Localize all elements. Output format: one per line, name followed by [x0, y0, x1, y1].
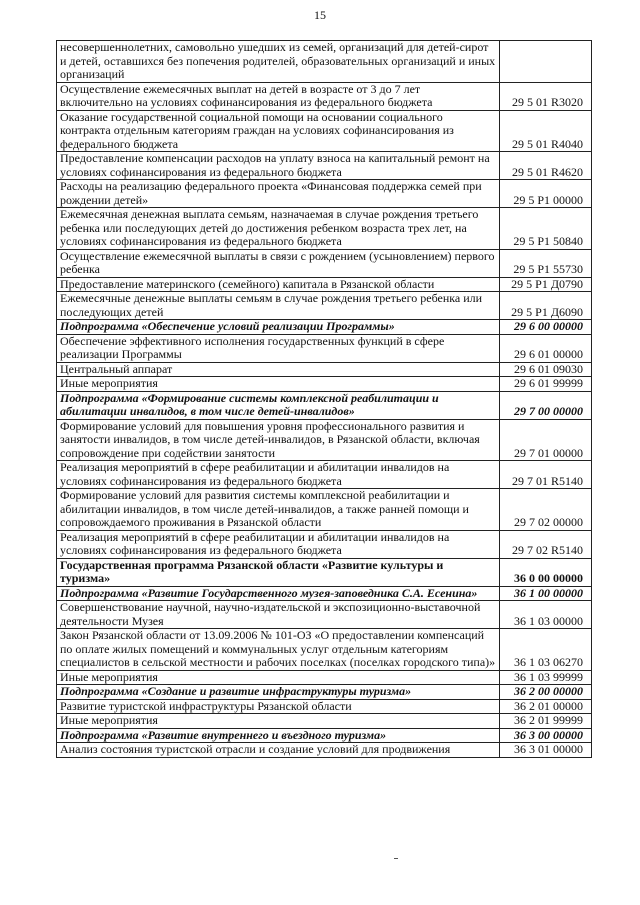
table-row [57, 419, 592, 461]
row-code-cell: 29 5 01 R4040 [500, 110, 592, 152]
scan-mark [394, 858, 398, 859]
row-code-cell: 36 3 00 00000 [500, 728, 592, 743]
table-row [57, 320, 592, 335]
table-row [57, 461, 592, 489]
table-row [57, 685, 592, 700]
row-code-cell: 29 7 02 R5140 [500, 530, 592, 558]
row-name-cell: Подпрограмма «Развитие внутреннего и въездного туризма» [57, 728, 500, 743]
table-row [57, 110, 592, 152]
row-code-cell: 36 1 03 00000 [500, 601, 592, 629]
table-row [57, 601, 592, 629]
row-name-cell: Осуществление ежемесячных выплат на детей в возрасте от 3 до 7 лет включительно на условиях софинансирования из федерального бюджета [57, 82, 500, 110]
row-name-cell: Предоставление материнского (семейного) капитала в Рязанской области [57, 277, 500, 292]
table-row [57, 180, 592, 208]
table-row [57, 152, 592, 180]
row-name-cell: Расходы на реализацию федерального проекта «Финансовая поддержка семей при рождении детей» [57, 180, 500, 208]
row-name-cell: Иные мероприятия [57, 377, 500, 392]
table-row [57, 629, 592, 671]
table-row [57, 277, 592, 292]
row-name-cell: Анализ состояния туристской отрасли и создание условий для продвижения [57, 743, 500, 758]
row-code-cell: 29 5 P1 Д6090 [500, 292, 592, 320]
row-code-cell: 29 6 00 00000 [500, 320, 592, 335]
row-name-cell: Ежемесячная денежная выплата семьям, назначаемая в случае рождения третьего ребенка или последующих детей до достижения ребенком возраста трех лет, на условиях софинансирования из федерального бюджета [57, 208, 500, 250]
row-code-cell: 36 3 01 00000 [500, 743, 592, 758]
row-name-cell: Подпрограмма «Формирование системы комплексной реабилитации и абилитации инвалидов, в том числе детей-инвалидов» [57, 391, 500, 419]
row-code-cell [500, 41, 592, 83]
row-name-cell: Государственная программа Рязанской области «Развитие культуры и туризма» [57, 558, 500, 586]
table-row [57, 743, 592, 758]
row-code-cell: 29 7 00 00000 [500, 391, 592, 419]
table-row [57, 489, 592, 531]
row-name-cell: Иные мероприятия [57, 714, 500, 729]
table-body [57, 41, 592, 758]
table-row [57, 249, 592, 277]
budget-classification-table [56, 40, 592, 758]
row-code-cell: 29 5 P1 50840 [500, 208, 592, 250]
row-code-cell: 29 5 P1 00000 [500, 180, 592, 208]
row-name-cell: Обеспечение эффективного исполнения государственных функций в сфере реализации Программы [57, 334, 500, 362]
row-name-cell: Реализация мероприятий в сфере реабилитации и абилитации инвалидов на условиях софинансирования из федерального бюджета [57, 530, 500, 558]
row-name-cell: Подпрограмма «Обеспечение условий реализации Программы» [57, 320, 500, 335]
page-number: 15 [314, 8, 326, 22]
row-name-cell: Оказание государственной социальной помощи на основании социального контракта отдельным категориям граждан на условиях софинансирования из федерального бюджета [57, 110, 500, 152]
row-code-cell: 29 7 01 00000 [500, 419, 592, 461]
table-row [57, 377, 592, 392]
row-name-cell: Формирование условий для развития системы комплексной реабилитации и абилитации инвалидов, в том числе детей-инвалидов, а также ранней помощи и сопровождаемого проживания в Рязанской области [57, 489, 500, 531]
row-name-cell: Предоставление компенсации расходов на уплату взноса на капитальный ремонт на условиях софинансирования из федерального бюджета [57, 152, 500, 180]
row-code-cell: 29 7 02 00000 [500, 489, 592, 531]
row-code-cell: 29 5 P1 55730 [500, 249, 592, 277]
table-row [57, 670, 592, 685]
row-name-cell: Центральный аппарат [57, 362, 500, 377]
row-code-cell: 36 0 00 00000 [500, 558, 592, 586]
row-code-cell: 29 5 P1 Д0790 [500, 277, 592, 292]
row-name-cell: Осуществление ежемесячной выплаты в связи с рождением (усыновлением) первого ребенка [57, 249, 500, 277]
table-row [57, 699, 592, 714]
row-code-cell: 36 2 01 99999 [500, 714, 592, 729]
row-name-cell: Закон Рязанской области от 13.09.2006 № 101-ОЗ «О предоставлении компенсаций по оплате жилых помещений и коммунальных услуг отдельным категориям специалистов в сельской местности и рабочих поселках (поселках городского типа)» [57, 629, 500, 671]
row-code-cell: 29 5 01 R4620 [500, 152, 592, 180]
row-code-cell: 29 6 01 00000 [500, 334, 592, 362]
table-row [57, 530, 592, 558]
table-row [57, 586, 592, 601]
row-code-cell: 36 1 00 00000 [500, 586, 592, 601]
row-code-cell: 36 1 03 99999 [500, 670, 592, 685]
table-row [57, 558, 592, 586]
row-code-cell: 36 1 03 06270 [500, 629, 592, 671]
row-name-cell: Реализация мероприятий в сфере реабилитации и абилитации инвалидов на условиях софинансирования из федерального бюджета [57, 461, 500, 489]
row-name-cell: Формирование условий для повышения уровня профессионального развития и занятости инвалидов, в том числе детей-инвалидов, в Рязанской области, включая сопровождение при содействии занятости [57, 419, 500, 461]
row-code-cell: 29 6 01 09030 [500, 362, 592, 377]
table-row [57, 728, 592, 743]
table-row [57, 208, 592, 250]
row-name-cell: Подпрограмма «Создание и развитие инфраструктуры туризма» [57, 685, 500, 700]
table-row [57, 334, 592, 362]
table-row [57, 82, 592, 110]
table-row [57, 362, 592, 377]
row-name-cell: Совершенствование научной, научно-издательской и экспозиционно-выставочной деятельности Музея [57, 601, 500, 629]
row-code-cell: 36 2 01 00000 [500, 699, 592, 714]
row-code-cell: 36 2 00 00000 [500, 685, 592, 700]
row-name-cell: Развитие туристской инфраструктуры Рязанской области [57, 699, 500, 714]
row-code-cell: 29 6 01 99999 [500, 377, 592, 392]
row-name-cell: несовершеннолетних, самовольно ушедших из семей, организаций для детей-сирот и детей, оставшихся без попечения родителей, образовательных организаций и иных организаций [57, 41, 500, 83]
table-row [57, 714, 592, 729]
row-name-cell: Подпрограмма «Развитие Государственного музея-заповедника С.А. Есенина» [57, 586, 500, 601]
table-row [57, 41, 592, 83]
row-name-cell: Ежемесячные денежные выплаты семьям в случае рождения третьего ребенка или последующих детей [57, 292, 500, 320]
row-code-cell: 29 7 01 R5140 [500, 461, 592, 489]
row-code-cell: 29 5 01 R3020 [500, 82, 592, 110]
row-name-cell: Иные мероприятия [57, 670, 500, 685]
table-row [57, 292, 592, 320]
table-row [57, 391, 592, 419]
